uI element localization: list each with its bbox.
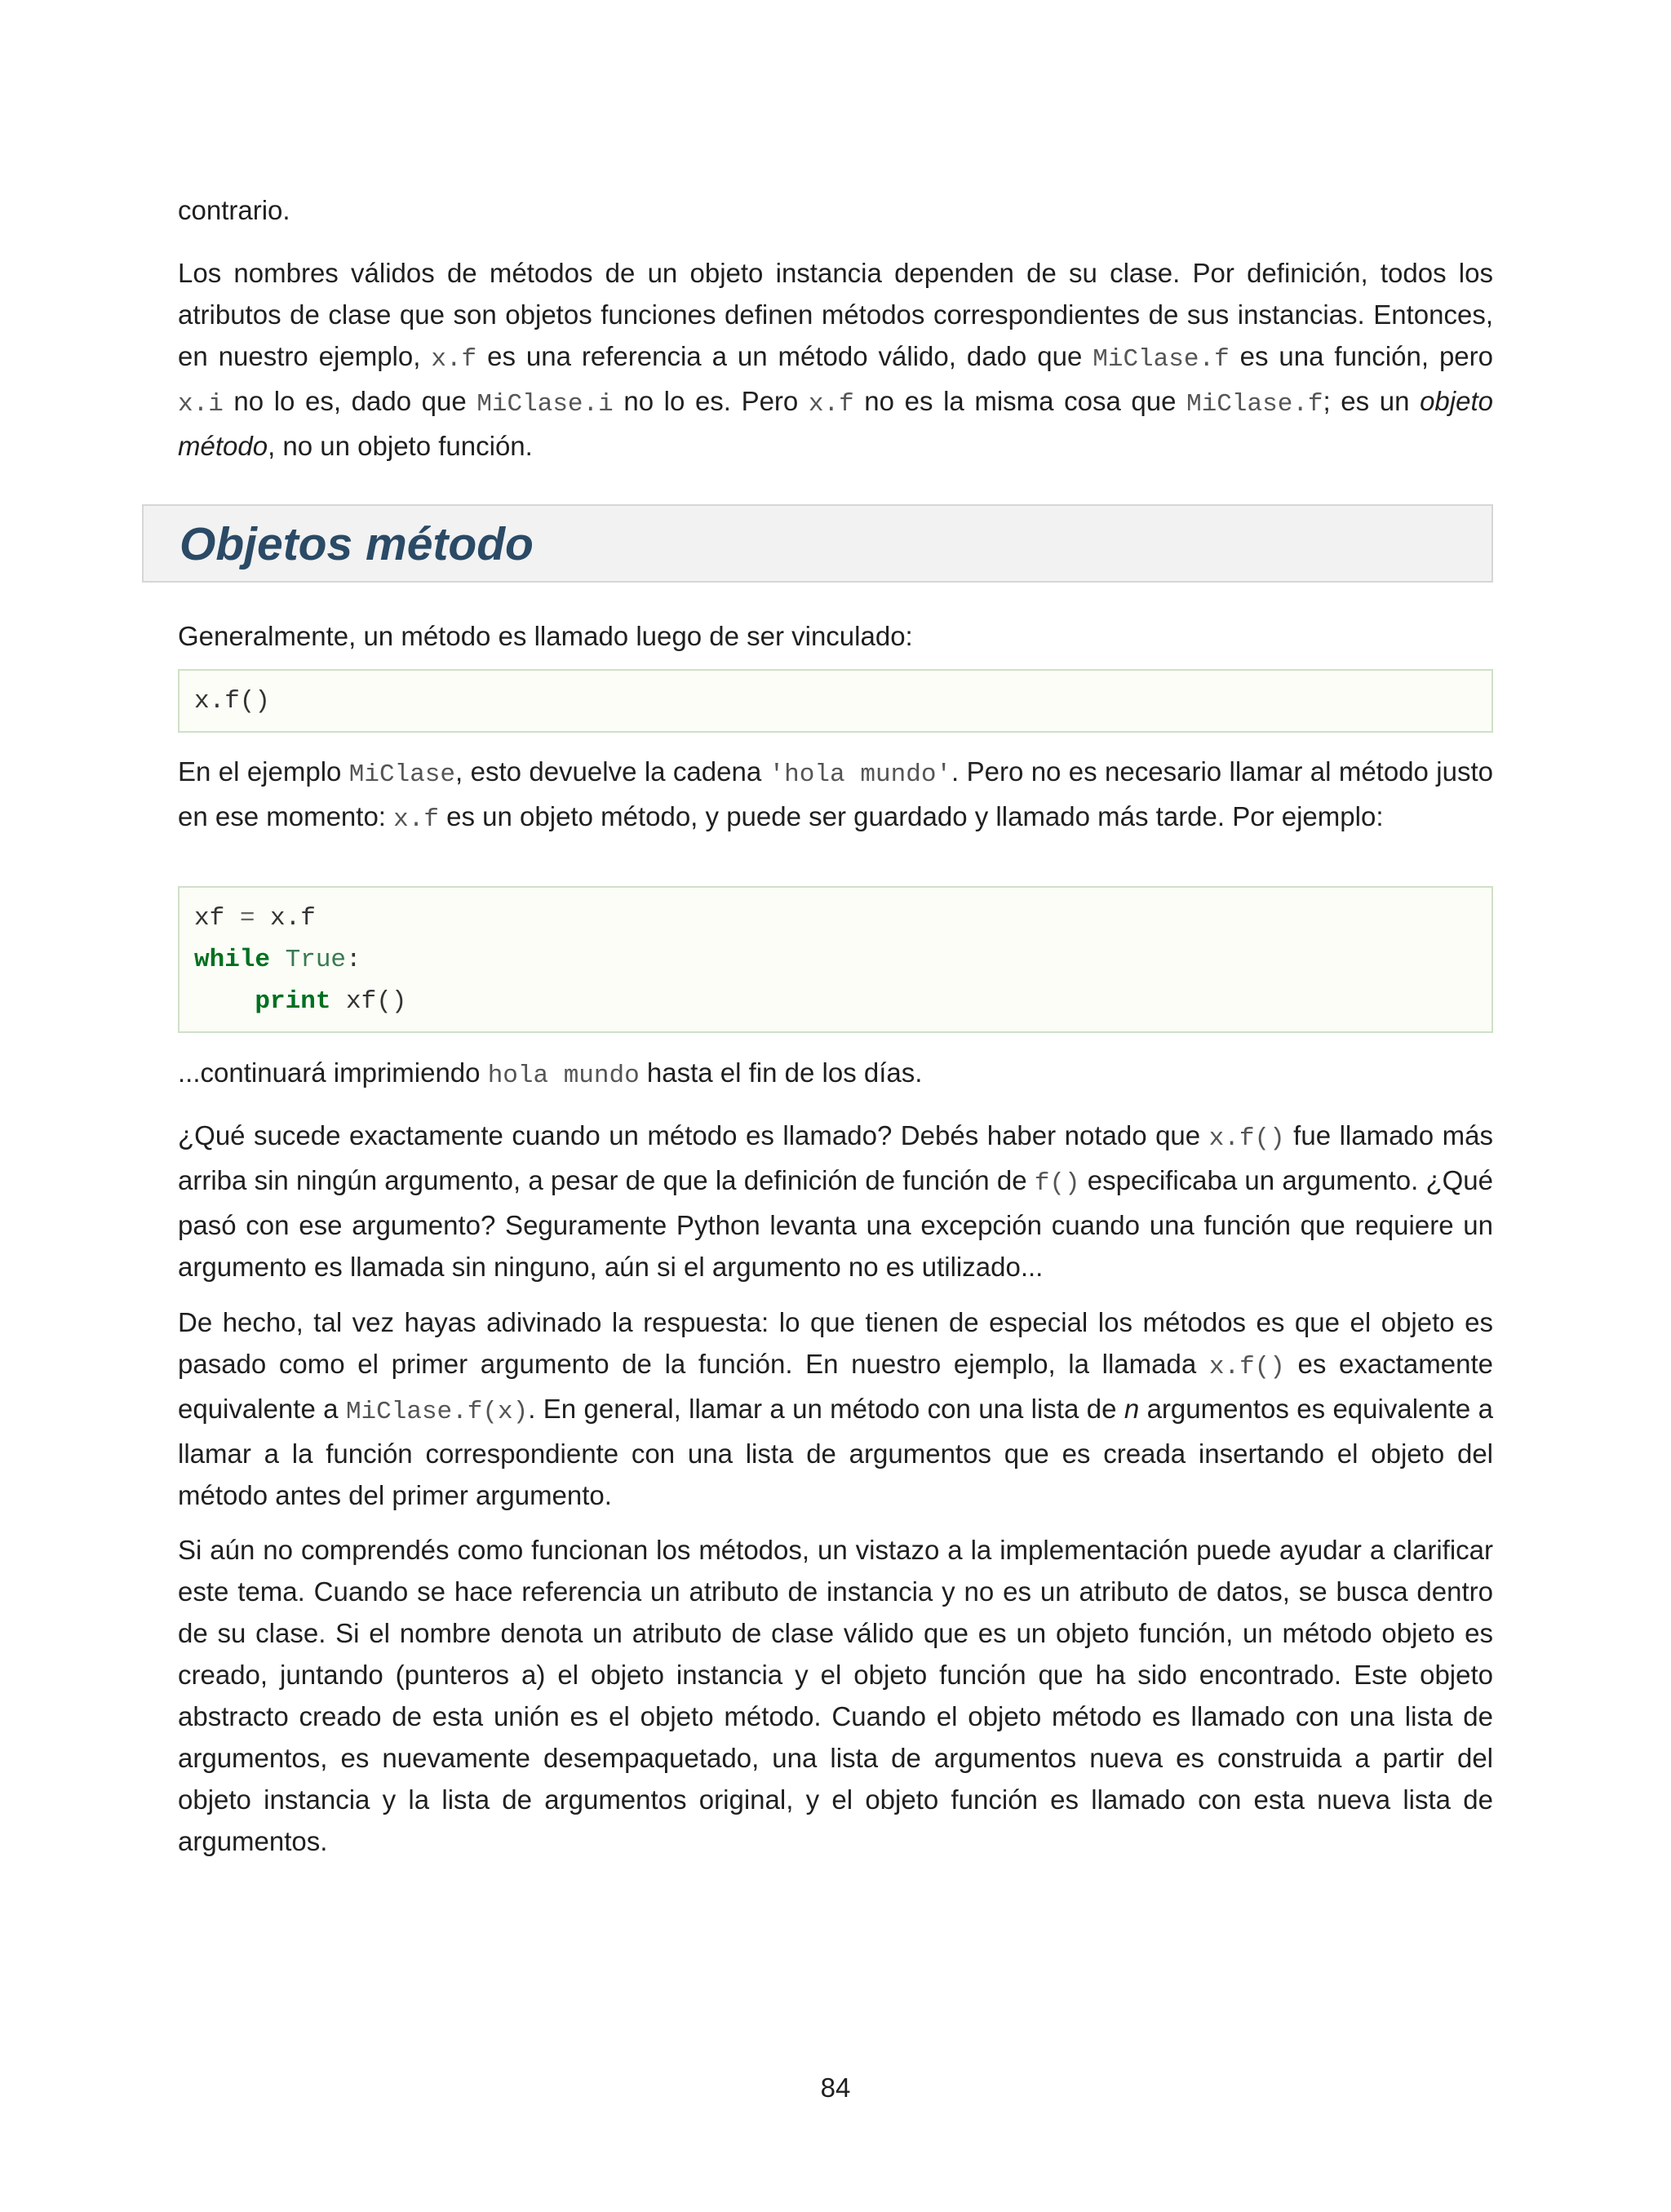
inline-code: hola mundo	[487, 1062, 640, 1090]
inline-code: x.f	[808, 390, 854, 419]
paragraph-generally: Generalmente, un método es llamado luego de ser vinculado:	[178, 621, 913, 651]
code-block-call	[178, 669, 1493, 733]
section-heading-box	[142, 504, 1493, 583]
keyword: print	[255, 987, 331, 1016]
inline-code: MiClase.f	[1186, 390, 1323, 419]
inline-code: MiClase.i	[476, 390, 614, 419]
inline-code: x.f	[431, 345, 477, 374]
inline-code: 'hola mundo'	[769, 760, 952, 789]
paragraph-contrario: contrario.	[178, 195, 290, 225]
code-block-loop	[178, 886, 1493, 1033]
emphasis: n	[1124, 1394, 1140, 1424]
inline-code: MiClase.f	[1093, 345, 1230, 374]
inline-code: x.f	[393, 805, 439, 834]
code-line: xf = x.f	[194, 904, 316, 933]
code-line: while True:	[194, 946, 361, 974]
keyword: while	[194, 946, 271, 974]
inline-code: MiClase.f(x)	[345, 1398, 529, 1426]
emphasis: objeto método	[178, 386, 1493, 461]
inline-code: x.f()	[1208, 1353, 1285, 1381]
paragraph-what-happens: ¿Qué sucede exactamente cuando un método es llamado? Debés haber notado que x.f() fue llamado más arriba sin ningún argumento, a pesar de que la definición de función de f() especificaba un argumento. ¿Qué pasó con ese argumento? Seguramente Python levanta una excepción cuando una función que requiere un argumento es llamada sin ninguno, aún si el argumento no es utilizado...	[178, 1120, 1493, 1282]
paragraph-example-miclase: En el ejemplo MiClase, esto devuelve la cadena 'hola mundo'. Pero no es necesario llamar al método justo en ese momento: x.f es un objeto método, y puede ser guardado y llamado más tarde. Por ejemplo:	[178, 756, 1493, 834]
paragraph-in-fact: De hecho, tal vez hayas adivinado la respuesta: lo que tienen de especial los métodos es que el objeto es pasado como el primer argumento de la función. En nuestro ejemplo, la llamada x.f() es exactamente equivalente a MiClase.f(x). En general, llamar a un método con una lista de n argumentos es equivalente a llamar a la función correspondiente con una lista de argumentos que es creada insertando el objeto del método antes del primer argumento.	[178, 1307, 1493, 1510]
inline-code: x.i	[178, 390, 224, 419]
inline-code: x.f()	[1208, 1124, 1285, 1153]
code-line: x.f()	[194, 687, 271, 716]
inline-code: f()	[1034, 1169, 1080, 1198]
paragraph-continuara: ...continuará imprimiendo hola mundo hasta el fin de los días.	[178, 1057, 923, 1090]
code-line: print xf()	[255, 987, 407, 1016]
paragraph-valid-method-names: Los nombres válidos de métodos de un objeto instancia dependen de su clase. Por definición, todos los atributos de clase que son objetos funciones definen métodos correspondientes de sus instancias. Entonces, en nuestro ejemplo, x.f es una referencia a un método válido, dado que MiClase.f es una función, pero x.i no lo es, dado que MiClase.i no lo es. Pero x.f no es la misma cosa que MiClase.f; es un objeto método, no un objeto función.	[178, 258, 1494, 461]
paragraph-implementation: Si aún no comprendés como funcionan los métodos, un vistazo a la implementación puede ayudar a clarificar este tema. Cuando se hace referencia un atributo de instancia y no es un atributo de datos, se busca dentro de su clase. Si el nombre denota un atributo de clase válido que es un objeto función, un método objeto es creado, juntando (punteros a) el objeto instancia y el objeto función que ha sido encontrado. Este objeto abstracto creado de esta unión es el objeto método. Cuando el objeto método es llamado con una lista de argumentos, es nuevamente desempaquetado, una lista de argumentos nueva es construida a partir del objeto instancia y la lista de argumentos original, y el objeto función es llamado con esta nueva lista de argumentos.	[178, 1535, 1493, 1856]
section-title: Objetos método	[180, 518, 534, 570]
builtin: True	[285, 946, 347, 974]
inline-code: MiClase	[348, 760, 456, 789]
page-number: 84	[820, 2072, 851, 2103]
